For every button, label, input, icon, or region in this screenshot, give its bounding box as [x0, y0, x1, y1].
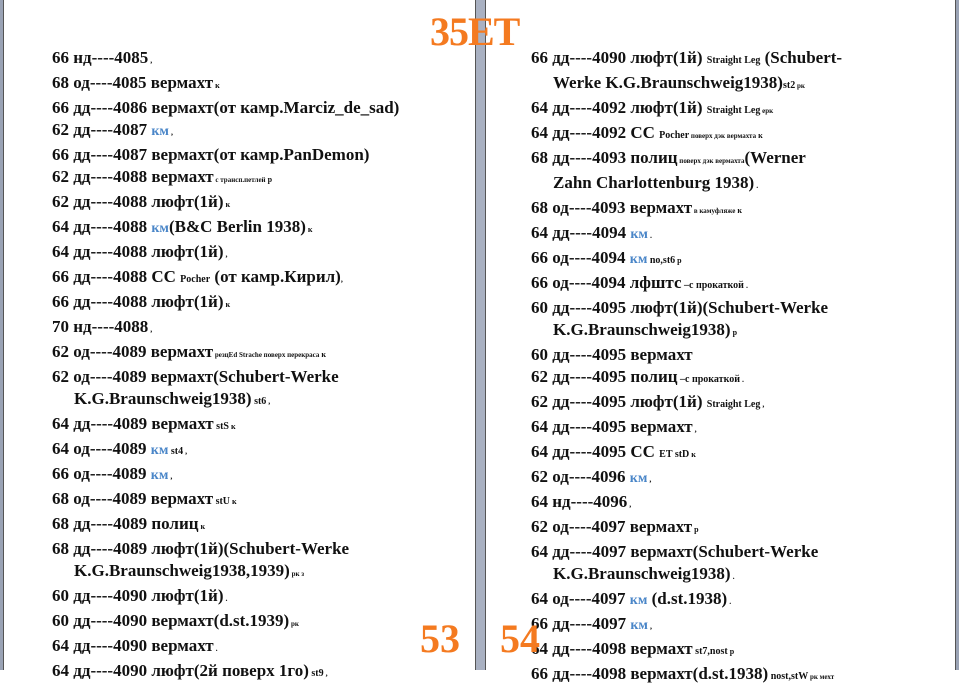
page-left	[3, 0, 476, 680]
entry-segment: поверх дэк вермахта	[689, 132, 757, 140]
entry-segment: 64 дд----4090 люфт(2й поверх 1го)	[52, 661, 309, 680]
entry-segment: –с прокаткой	[681, 280, 744, 291]
entry-segment: с трансп.петлей	[213, 176, 266, 184]
entry-segment: к	[228, 422, 236, 431]
entry-segment: .	[730, 572, 735, 581]
entry-segment: ,	[760, 400, 765, 409]
entry-segment: 66 од----4094	[531, 248, 630, 267]
page-number-left: 53	[420, 616, 460, 661]
entry-line	[531, 391, 951, 416]
entry-segment: .	[754, 181, 759, 190]
entry-segment: 64 дд----4095 СС	[531, 442, 660, 461]
entry-line	[52, 216, 472, 241]
entry-line	[52, 291, 472, 316]
entry-segment: 66 од----4089	[52, 464, 151, 483]
entry-line	[531, 441, 951, 466]
entry-segment: к	[319, 350, 326, 359]
entry-line	[52, 438, 472, 463]
entry-segment: ET stD	[659, 449, 690, 460]
entry-segment: к	[223, 300, 231, 309]
entry-segment: ,	[627, 500, 632, 509]
entry-segment: st4	[168, 446, 184, 457]
entry-segment: 62 дд----4087	[52, 120, 152, 139]
entry-segment: 68 дд----4089 люфт(1й)(Schubert-Werke	[52, 539, 350, 558]
entry-segment: 68 од----4085 вермахт	[52, 73, 214, 92]
entry-segment: р	[692, 525, 699, 534]
entry-segment: 66 дд----4097	[531, 614, 631, 633]
entry-line	[52, 560, 472, 585]
entry-segment: 68 дд----4089 полиц	[52, 514, 199, 533]
entry-line	[531, 563, 951, 588]
entry-segment: (d.st.1938)	[647, 589, 728, 608]
entry-continuation	[531, 563, 951, 588]
entry-line	[531, 222, 951, 247]
entry-line	[531, 147, 951, 172]
entry-line	[531, 466, 951, 491]
entry-segment: .	[727, 597, 732, 606]
entry-segment: поверх дэк вермахта	[677, 157, 745, 165]
entry-segment: 64 дд----4098 вермахт	[531, 639, 693, 658]
km-label: км	[629, 593, 648, 608]
entry-segment: Pocher	[180, 274, 211, 285]
entry-segment: р	[265, 175, 273, 184]
entry-list-left	[52, 47, 472, 685]
entry-segment: 60 дд----4090 вермахт(d.st.1939)	[52, 611, 290, 630]
entry-line	[52, 660, 472, 685]
entry-segment: (Schubert-	[760, 48, 843, 67]
entry-segment: 64 од----4089	[52, 439, 151, 458]
km-label: км	[151, 221, 169, 236]
entry-segment: 62 од----4089 вермахт	[52, 342, 214, 361]
entry-segment: ,	[323, 669, 328, 678]
entry-segment: st7,nost	[692, 646, 728, 657]
entry-line	[52, 341, 472, 366]
entry-segment: рк	[289, 620, 299, 628]
entry-segment: 66 нд----4085	[52, 48, 149, 67]
page-right	[485, 0, 956, 683]
entry-segment: к	[213, 81, 220, 90]
entry-line	[531, 588, 951, 613]
entry-line	[531, 319, 951, 344]
entry-segment: st6	[251, 396, 267, 407]
km-label: км	[629, 252, 648, 267]
entry-line	[52, 585, 472, 610]
entry-segment: .	[223, 594, 228, 603]
entry-segment: 66 од----4094 лфштс	[531, 273, 682, 292]
entry-line	[52, 119, 472, 144]
entry-segment: к	[230, 497, 237, 506]
entry-segment: K.G.Braunschweig1938)	[553, 564, 731, 583]
entry-line	[52, 97, 472, 119]
entry-segment: 64 дд----4090 вермахт	[52, 636, 214, 655]
entry-continuation	[531, 319, 951, 344]
km-label: км	[630, 227, 648, 242]
entry-continuation	[52, 388, 472, 413]
entry-line	[531, 47, 951, 72]
entry-line	[52, 72, 472, 97]
entry-segment: K.G.Braunschweig1938,1939)	[74, 561, 290, 580]
entry-segment: –с прокаткой	[677, 374, 740, 385]
page-number-right: 54	[500, 616, 540, 661]
entry-segment: ,	[647, 475, 652, 484]
entry-segment: 62 дд----4095 люфт(1й)	[531, 392, 707, 411]
entry-line	[531, 72, 951, 97]
entry-segment: (B&C Berlin 1938)	[168, 217, 306, 236]
entry-line	[52, 144, 472, 166]
entry-segment: .	[739, 375, 744, 384]
entry-segment: ,	[148, 56, 153, 65]
km-label: км	[629, 471, 648, 486]
entry-line	[52, 366, 472, 388]
entry-segment: 64 дд----4088 люфт(1й)	[52, 242, 224, 261]
entry-segment: st2	[782, 80, 796, 91]
entry-line	[531, 663, 951, 688]
entry-line	[52, 413, 472, 438]
entry-continuation	[531, 172, 951, 197]
km-label: км	[151, 124, 169, 139]
entry-segment: 62 дд----4088 вермахт	[52, 167, 214, 186]
entry-segment: 66 дд----4086 вермахт(от камр.Marciz_de_sad)	[52, 98, 400, 117]
entry-segment: в камуфляже	[692, 207, 736, 215]
entry-segment: ,	[168, 128, 173, 137]
entry-segment: 62 дд----4095 полиц	[531, 367, 678, 386]
entry-line	[52, 266, 472, 291]
entry-line	[531, 297, 951, 319]
entry-line	[531, 541, 951, 563]
entry-segment: р	[730, 328, 738, 337]
entry-segment: Pocher	[659, 130, 690, 141]
entry-segment: Straight Leg	[706, 55, 761, 66]
entry-line	[52, 316, 472, 341]
entry-segment: 64 дд----4092 люфт(1й)	[531, 98, 707, 117]
entry-segment: Zahn Charlottenburg 1938)	[553, 173, 755, 192]
header-title: 35ET	[430, 9, 520, 54]
entry-line	[531, 491, 951, 516]
entry-segment: K.G.Braunschweig1938)	[553, 320, 731, 339]
entry-list-right	[531, 47, 951, 688]
entry-line	[531, 122, 951, 147]
entry-segment: ,	[223, 250, 228, 259]
entry-segment: ,	[183, 447, 188, 456]
entry-segment: 68 од----4089 вермахт	[52, 489, 214, 508]
entry-segment: 60 дд----4090 люфт(1й)	[52, 586, 224, 605]
entry-segment: к	[689, 450, 696, 459]
entry-segment: к	[305, 225, 313, 234]
entry-segment: 60 дд----4095 вермахт	[531, 345, 693, 364]
entry-segment: рк	[795, 82, 805, 90]
entry-segment: к	[198, 522, 206, 531]
entry-segment: .	[743, 281, 748, 290]
entry-segment: 66 дд----4090 люфт(1й)	[531, 48, 707, 67]
entry-line	[531, 272, 951, 297]
entry-segment: st9	[308, 668, 324, 679]
entry-segment: (Werner	[744, 148, 806, 167]
entry-segment: 64 дд----4097 вермахт(Schubert-Werke	[531, 542, 819, 561]
entry-segment: ,	[148, 325, 153, 334]
entry-segment: 62 од----4097 вермахт	[531, 517, 693, 536]
entry-line	[52, 488, 472, 513]
entry-segment: 64 нд----4096	[531, 492, 628, 511]
entry-segment: рк мехт	[808, 673, 835, 681]
entry-line	[531, 613, 951, 638]
entry-line	[531, 172, 951, 197]
entry-segment: ,	[168, 472, 173, 481]
entry-segment: stS	[213, 421, 229, 432]
entry-segment: ,	[340, 275, 343, 284]
entry-line	[52, 610, 472, 635]
entry-segment: 64 дд----4095 вермахт	[531, 417, 693, 436]
entry-segment: 66 дд----4088 СС	[52, 267, 181, 286]
entry-line	[52, 538, 472, 560]
entry-segment: рк	[289, 570, 300, 578]
entry-line	[52, 191, 472, 216]
entry-continuation	[52, 560, 472, 585]
entry-segment: 64 од----4097	[531, 589, 630, 608]
entry-segment: 64 дд----4092 СС	[531, 123, 660, 142]
entry-segment: 62 од----4089 вермахт(Schubert-Werke	[52, 367, 339, 386]
entry-segment: 66 дд----4087 вермахт(от камр.PanDemon)	[52, 145, 370, 164]
entry-line	[531, 638, 951, 663]
entry-line	[531, 366, 951, 391]
entry-segment: р	[727, 647, 735, 656]
entry-segment: 64 дд----4089 вермахт	[52, 414, 214, 433]
entry-segment: р	[675, 256, 682, 265]
entry-segment: .	[213, 644, 218, 653]
entry-segment: резцEd Strache поверх перекраса	[213, 351, 320, 359]
entry-line	[52, 47, 472, 72]
entry-segment: 64 дд----4094	[531, 223, 631, 242]
entry-segment: 64 дд----4088	[52, 217, 152, 236]
entry-line	[531, 516, 951, 541]
entry-segment: к	[735, 206, 742, 215]
km-label: км	[150, 443, 169, 458]
entry-segment: к	[756, 131, 763, 140]
entry-segment: Werke K.G.Braunschweig1938)	[553, 73, 783, 92]
entry-line	[52, 166, 472, 191]
entry-line	[531, 416, 951, 441]
entry-segment: 68 од----4093 вермахт	[531, 198, 693, 217]
entry-segment: 60 дд----4095 люфт(1й)(Schubert-Werke	[531, 298, 829, 317]
page-gutter	[476, 0, 485, 670]
entry-segment: ерк	[760, 107, 774, 115]
entry-segment: 62 од----4096	[531, 467, 630, 486]
entry-segment: stU	[213, 496, 231, 507]
entry-line	[52, 388, 472, 413]
entry-line	[531, 247, 951, 272]
entry-segment: 66 дд----4098 вермахт(d.st.1938)	[531, 664, 769, 683]
entry-line	[52, 635, 472, 660]
entry-line	[52, 241, 472, 266]
entry-segment: з	[299, 570, 305, 578]
entry-line	[531, 97, 951, 122]
entry-segment: 68 дд----4093 полиц	[531, 148, 678, 167]
entry-segment: 66 дд----4088 люфт(1й)	[52, 292, 224, 311]
entry-segment: Straight Leg	[706, 399, 761, 410]
entry-continuation	[531, 72, 951, 97]
entry-line	[531, 197, 951, 222]
entry-segment: K.G.Braunschweig1938)	[74, 389, 252, 408]
entry-segment: (от камр.Кирил)	[210, 267, 341, 286]
km-label: км	[630, 618, 648, 633]
entry-line	[52, 463, 472, 488]
entry-line	[52, 513, 472, 538]
entry-segment: .	[647, 231, 652, 240]
entry-segment: nost,stW	[768, 671, 809, 682]
entry-segment: ,	[692, 425, 697, 434]
entry-segment: 70 нд----4088	[52, 317, 149, 336]
entry-segment: Straight Leg	[706, 105, 761, 116]
entry-line	[531, 344, 951, 366]
entry-segment: ,	[266, 397, 271, 406]
entry-segment: 62 дд----4088 люфт(1й)	[52, 192, 224, 211]
entry-segment: к	[223, 200, 231, 209]
km-label: км	[150, 468, 169, 483]
entry-segment: ,	[647, 622, 652, 631]
entry-segment: no,st6	[647, 255, 676, 266]
